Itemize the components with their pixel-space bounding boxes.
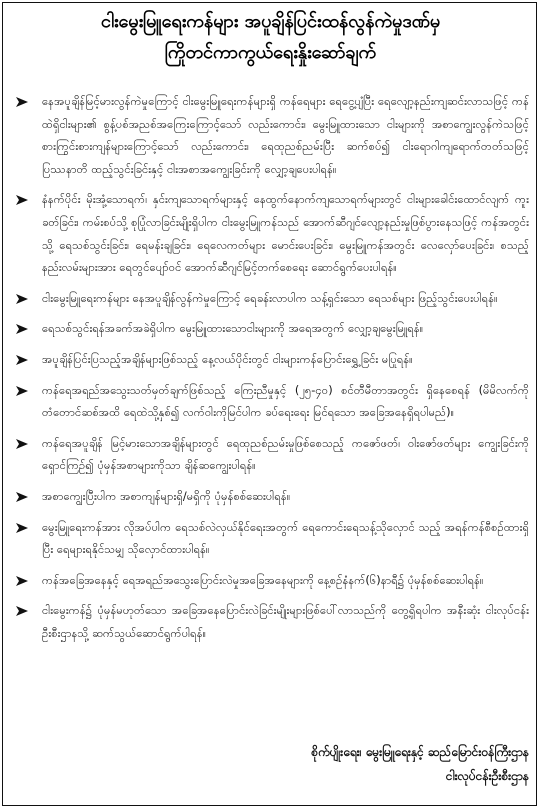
notice-title bbox=[6, 6, 535, 68]
instruction-item bbox=[14, 317, 529, 340]
arrow-bullet-icon bbox=[16, 439, 28, 449]
instruction-item bbox=[14, 90, 529, 180]
instruction-text: ကန်ရေအပူချိန် မြင့်မားသောအချိန်များတွင် ရေထုညစ်ညမ်းမှုဖြစ်စေသည့် ကဇော်ဖတ်၊ ဝါးဇော်ဖတ်များ ကျွေးခြင်းကို ရှောင်ကြဉ်၍ ပုံမှန်အစာများကိုသာ ချိန်ဆကျွေးပါရန်။ bbox=[42, 435, 529, 473]
signature-department: ငါးလုပ်ငန်းဦးစီးဌာန bbox=[445, 769, 529, 783]
signature-ministry: စိုက်ပျိုးရေး၊ မွေးမြူရေးနှင့် ဆည်မြောင်းဝန်ကြီးဌာန bbox=[311, 745, 529, 759]
arrow-bullet-icon bbox=[16, 523, 28, 533]
arrow-bullet-icon bbox=[16, 386, 28, 396]
arrow-bullet-icon bbox=[16, 606, 28, 616]
title-line-1: ငါးမွေးမြူရေးကန်များ အပူချိန်ပြင်းထန်လွန်ကဲမှုဒဏ်မှ bbox=[100, 11, 441, 32]
title-line-2: ကြိုတင်ကာကွယ်ရေးနှိုးဆော်ချက် bbox=[164, 42, 377, 63]
instruction-text: မွေးမြူရေးကန်အား လိုအပ်ပါက ရေသစ်လဲလှယ်နိုင်ရေးအတွက် ရေကောင်းရေသန့်သိုလှောင် သည့် အရန်ကန်စီစဉ်ထားရှိပြီး ရေများရနိုင်သမျှ သိုလှောင်ထားပါရန်။ bbox=[42, 519, 529, 557]
arrow-bullet-icon bbox=[16, 324, 28, 334]
instruction-item bbox=[14, 485, 529, 508]
arrow-bullet-icon bbox=[16, 195, 28, 205]
instruction-item bbox=[14, 569, 529, 592]
arrow-bullet-icon bbox=[16, 576, 28, 586]
instruction-item bbox=[14, 432, 529, 477]
instruction-text: ကန်ရေအရည်အသွေးသတ်မှတ်ချက်ဖြစ်သည့် ကြေးညီမှုနှင့် (၂၅-၄၀) စင်တီမီတာအတွင်း ရှိနေစေရန် (မိမိလက်ကို တံတောင်ဆစ်အထိ ရေထဲသို့နှစ်၍ လက်ဝါးကိုမြင်ပါက ခပ်ရေးရေး မြင်ရသော အခြေအနေရှိရပါမည်)။ bbox=[42, 382, 529, 420]
instruction-item bbox=[14, 348, 529, 371]
signature-block bbox=[311, 740, 529, 788]
instruction-text: နေအပူချိန်မြင့်မားလွန်ကဲမှုကြောင့် ငါးမွေးမြူရေးကန်များရှိ ကန်ရေများ ရေငွေ့ပျံပြီး ရေလျော့နည်းကျဆင်းလာသဖြင့် ကန်ထဲရှိငါးများ၏ စွန့်ပစ်အညစ်အကြေးကြောင့်သော် လည်းကောင်း၊ မွေးမြူထားသော ငါးများကို အစာကျွေးလွန်ကဲသဖြင့် စားကြွင်းစားကျန်များကြောင့်သော် လည်းကောင်း၊ ရေထုညစ်ညမ်းပြီး ဆက်စပ်၍ ငါးရောဂါကျရောက်တတ်သဖြင့် ပြဿနာတိ ထည့်သွင်းခြင်းနှင့် ငါးအစာအကျွေးခြင်းကို လျှော့ချပေးပါရန်။ bbox=[42, 94, 529, 176]
instruction-text: ငါးမွေးကန်၌ ပုံမှန်မဟုတ်သော အခြေအနေပြောင်းလဲခြင်းမျိုးများဖြစ်ပေါ်လာသည်ကို တွေ့ရှိရပါက အနီးဆုံး ငါးလုပ်ငန်းဦးစီးဌာနသို့ ဆက်သွယ်ဆောင်ရွက်ပါရန်။ bbox=[42, 603, 529, 640]
instruction-text: ငါးမွေးမြူရေးကန်များ နေအပူချိန်လွန်ကဲမှုကြောင့် ရေခန်းလာပါက သန့်ရှင်းသော ရေသစ်များ ဖြည့်သွင်းပေးပါရန်။ bbox=[42, 290, 498, 305]
instruction-text: ကန်အခြေအနေနှင့် ရေအရည်အသွေးပြောင်းလဲမှုအခြေအနေများကို နေ့စဉ်နံနက်(၆)နာရီ၌ ပုံမှန်စစ်ဆေးပါရန်။ bbox=[42, 572, 484, 587]
instruction-item bbox=[14, 516, 529, 561]
arrow-bullet-icon bbox=[16, 97, 28, 107]
arrow-bullet-icon bbox=[16, 492, 28, 502]
instruction-item bbox=[14, 287, 529, 310]
instruction-text: ရေသစ်သွင်းရန်အခက်အခဲရှိပါက မွေးမြူထားသောငါးများကို အရေအတွက် လျှော့ချမွေးမြူရန်။ bbox=[42, 321, 424, 336]
instruction-item bbox=[14, 599, 529, 644]
arrow-bullet-icon bbox=[16, 294, 28, 304]
instruction-text: အစာကျွေးပြီးပါက အစာကျန်များရှိ/မရှိကို ပုံမှန်စစ်ဆေးပါရန်။ bbox=[42, 488, 291, 503]
instruction-item bbox=[14, 379, 529, 424]
instruction-item bbox=[14, 188, 529, 278]
instruction-text: အပူချိန်ပြင်းပြသည့်အချိန်များဖြစ်သည့် နေ့လယ်ပိုင်းတွင် ငါးများကန်ပြောင်းရွှေ့ခြင်း မပြုရန်။ bbox=[42, 351, 413, 366]
instruction-text: နံနက်ပိုင်း မိုးအုံ့သောရက်၊ နှင်းကျသောရက်များနှင့် နေထွက်နောက်ကျသောရက်များတွင် ငါးများခေါင်းထောင်လျက် ကူးခတ်ခြင်း၊ ကမ်းစပ်သို့ စုပြုံလာခြင်းမျိုးရှိပါက ငါးမွေးမြူကန်သည် အောက်ဆီဂျင်လျော့နည်းမှုဖြစ်ပွားနေသဖြင့် ကန်အတွင်းသို့ ရေသစ်သွင်းခြင်း၊ ရေမန်းချခြင်း၊ ရေလေကတ်များ မောင်းပေးခြင်း၊ မွေးမြူကန်အတွင်း လေလှော်ပေးခြင်း၊ စသည့်နည်းလမ်းများအား ရေတွင်ပျော်ဝင် အောက်ဆီဂျင်မြင့်တက်စေရေး ဆောင်ရွက်ပေးပါရန်။ bbox=[42, 192, 529, 275]
instruction-list bbox=[14, 90, 529, 652]
arrow-bullet-icon bbox=[16, 355, 28, 365]
